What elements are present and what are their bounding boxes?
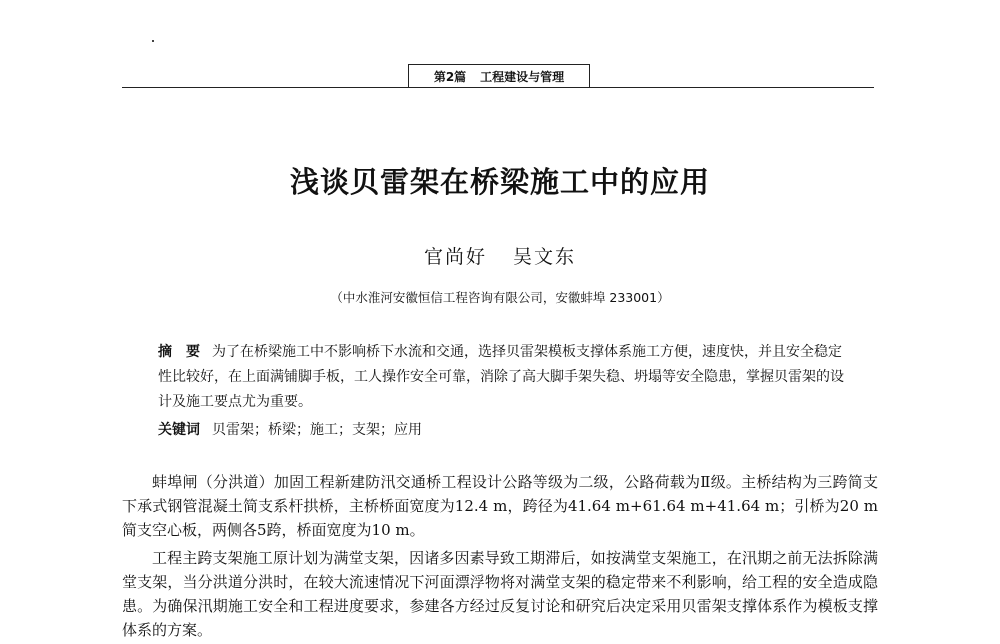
body-paragraph: 工程主跨支架施工原计划为满堂支架，因诸多因素导致工期滞后，如按满堂支架施工，在汛期之前无法拆除满堂支架，当分洪道分洪时，在较大流速情况下河面漂浮物将对满堂支架的稳定带来不利影响，给工程的安全造成隐患。为确保汛期施工安全和工程进度要求，参建各方经过反复讨论和研究后决定采用贝雷架支撑体系作为模板支撑体系的方案。	[122, 549, 878, 639]
running-head-section: 工程建设与管理	[480, 69, 565, 84]
author: 吴文东	[513, 246, 577, 268]
abstract	[158, 340, 852, 415]
abstract-text: 为了在桥梁施工中不影响桥下水流和交通，选择贝雷架模板支撑体系施工方便，速度快，并且安全稳定性比较好，在上面满铺脚手板，工人操作安全可靠，消除了高大脚手架失稳、坍塌等安全隐患，掌握贝雷架的设计及施工要点尤为重要。	[158, 344, 844, 410]
running-head	[408, 64, 590, 87]
scan-speck	[152, 40, 154, 42]
keywords-text: 贝雷架；桥梁；施工；支架；应用	[212, 422, 422, 438]
abstract-label: 摘 要	[158, 344, 200, 360]
body-text	[122, 470, 878, 642]
author-list	[0, 242, 1000, 269]
keywords-label: 关键词	[158, 422, 200, 438]
keywords	[158, 418, 852, 443]
body-paragraph: 蚌埠闸（分洪道）加固工程新建防汛交通桥工程设计公路等级为二级，公路荷载为Ⅱ级。主桥结构为三跨简支下承式钢管混凝土简支系杆拱桥，主桥桥面宽度为12.4 m，跨径为41.64 m+61.64 m+41.64 m；引桥为20 m简支空心板，两侧各5跨，桥面宽度为10 m。	[122, 473, 878, 539]
header-rule	[122, 87, 874, 88]
running-head-part: 第2篇	[433, 69, 467, 84]
affiliation: （中水淮河安徽恒信工程咨询有限公司，安徽蚌埠 233001）	[330, 290, 670, 305]
paper-title: 浅谈贝雷架在桥梁施工中的应用	[289, 165, 710, 199]
author: 官尚好	[423, 246, 487, 268]
